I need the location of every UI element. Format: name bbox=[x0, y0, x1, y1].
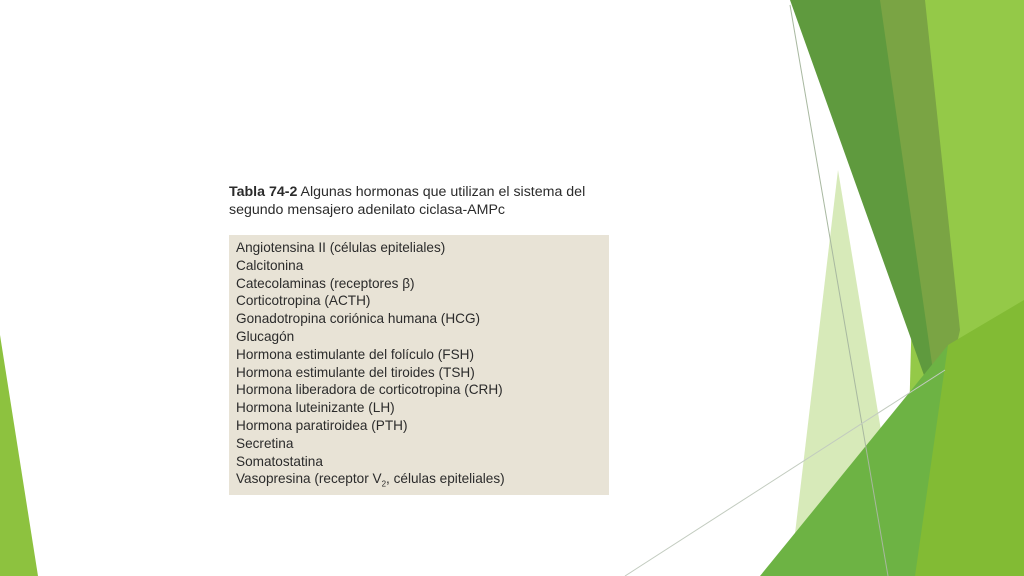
hormone-text: Vasopresina (receptor V bbox=[236, 471, 382, 487]
hormone-item: Gonadotropina coriónica humana (HCG) bbox=[236, 311, 481, 327]
hormone-item: Hormona paratiroidea (PTH) bbox=[236, 417, 408, 433]
hormone-item: Hormona estimulante del tiroides (TSH) bbox=[236, 364, 475, 380]
subscript: 2 bbox=[381, 480, 387, 490]
table-number: Tabla 74-2 bbox=[229, 184, 298, 200]
hormone-item: Secretina bbox=[236, 435, 294, 451]
left-edge-triangle bbox=[0, 335, 38, 576]
table-caption bbox=[229, 183, 589, 219]
hormone-item-vasopresina bbox=[236, 470, 609, 494]
caption-line-1 bbox=[229, 183, 589, 201]
hormone-item: Corticotropina (ACTH) bbox=[236, 293, 371, 309]
hormone-text: , células epiteliales) bbox=[386, 471, 505, 487]
hormone-item: Hormona luteinizante (LH) bbox=[236, 400, 395, 416]
hormone-table bbox=[229, 235, 609, 495]
caption-line-2: segundo mensajero adenilato ciclasa-AMPc bbox=[229, 202, 506, 218]
hormone-item: Angiotensina II (células epiteliales) bbox=[236, 240, 446, 255]
hormone-item: Calcitonina bbox=[236, 257, 304, 273]
hormone-item: Catecolaminas (receptores β) bbox=[236, 275, 415, 291]
hormone-item: Glucagón bbox=[236, 328, 295, 344]
hormone-item: Hormona estimulante del folículo (FSH) bbox=[236, 346, 474, 362]
hormone-item: Somatostatina bbox=[236, 453, 323, 469]
hormone-list bbox=[229, 235, 609, 494]
caption-title-part-1: Algunas hormonas que utilizan el sistema del bbox=[300, 184, 586, 200]
hormone-item: Hormona liberadora de corticotropina (CRH) bbox=[236, 382, 503, 398]
